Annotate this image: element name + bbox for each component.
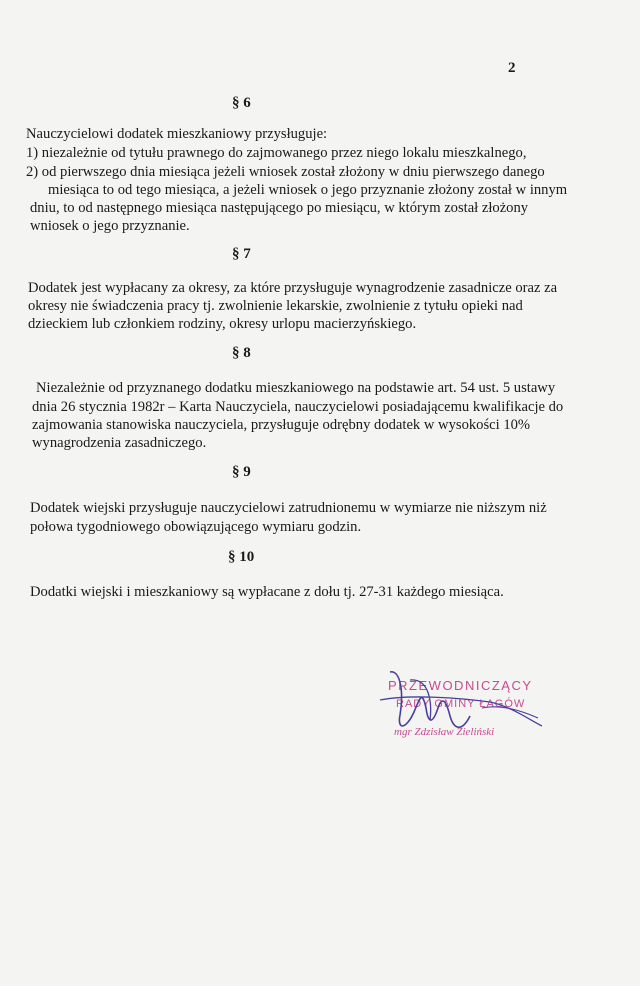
section-8-line: zajmowania stanowiska nauczyciela, przysługuje odrębny dodatek w wysokości 10%	[32, 417, 531, 433]
section-10-heading: § 10	[228, 549, 255, 565]
section-8-line: Niezależnie od przyznanego dodatku mieszkaniowego na podstawie art. 54 ust. 5 ustawy	[36, 380, 556, 396]
section-6-line: dniu, to od następnego miesiąca następującego po miesiącu, w którym został złożony	[30, 200, 529, 216]
section-6-line: 1) niezależnie od tytułu prawnego do zajmowanego przez niego lokalu mieszkalnego,	[26, 145, 527, 161]
page-number: 2	[508, 60, 516, 76]
section-6-line: wniosek o jego przyznanie.	[30, 218, 190, 234]
section-7-line: okresy nie świadczenia pracy tj. zwolnienie lekarskie, zwolnienie z tytułu opieki nad	[28, 298, 523, 314]
section-9-heading: § 9	[232, 464, 251, 480]
section-9-line: połowa tygodniowego obowiązującego wymiaru godzin.	[30, 519, 362, 535]
section-9-line: Dodatek wiejski przysługuje nauczycielowi zatrudnionemu w wymiarze nie niższym niż	[30, 500, 547, 516]
section-10-line: Dodatki wiejski i mieszkaniowy są wypłacane z dołu tj. 27-31 każdego miesiąca.	[30, 584, 504, 600]
section-8-line: dnia 26 stycznia 1982r – Karta Nauczyciela, nauczycielowi posiadającemu kwalifikacje do	[32, 399, 564, 415]
section-7-heading: § 7	[232, 246, 251, 262]
section-8-heading: § 8	[232, 345, 251, 361]
stamp-subtitle: RADY GMINY ŁAGÓW	[396, 698, 526, 710]
section-6-line: Nauczycielowi dodatek mieszkaniowy przysługuje:	[26, 126, 328, 142]
section-6-heading: § 6	[232, 95, 251, 111]
stamp-name: mgr Zdzisław Zieliński	[394, 726, 495, 738]
section-7-line: Dodatek jest wypłacany za okresy, za które przysługuje wynagrodzenie zasadnicze oraz za	[28, 280, 558, 296]
section-6-line: 2) od pierwszego dnia miesiąca jeżeli wniosek został złożony w dniu pierwszego danego	[26, 164, 545, 180]
section-6-line: miesiąca to od tego miesiąca, a jeżeli wniosek o jego przyznanie złożony został w innym	[48, 182, 568, 198]
section-8-line: wynagrodzenia zasadniczego.	[32, 435, 207, 451]
official-stamp	[370, 660, 570, 750]
section-7-line: dzieckiem lub członkiem rodziny, okresy urlopu macierzyńskiego.	[28, 316, 417, 332]
stamp-title: PRZEWODNICZĄCY	[388, 678, 533, 693]
handwritten-signature	[370, 660, 570, 750]
